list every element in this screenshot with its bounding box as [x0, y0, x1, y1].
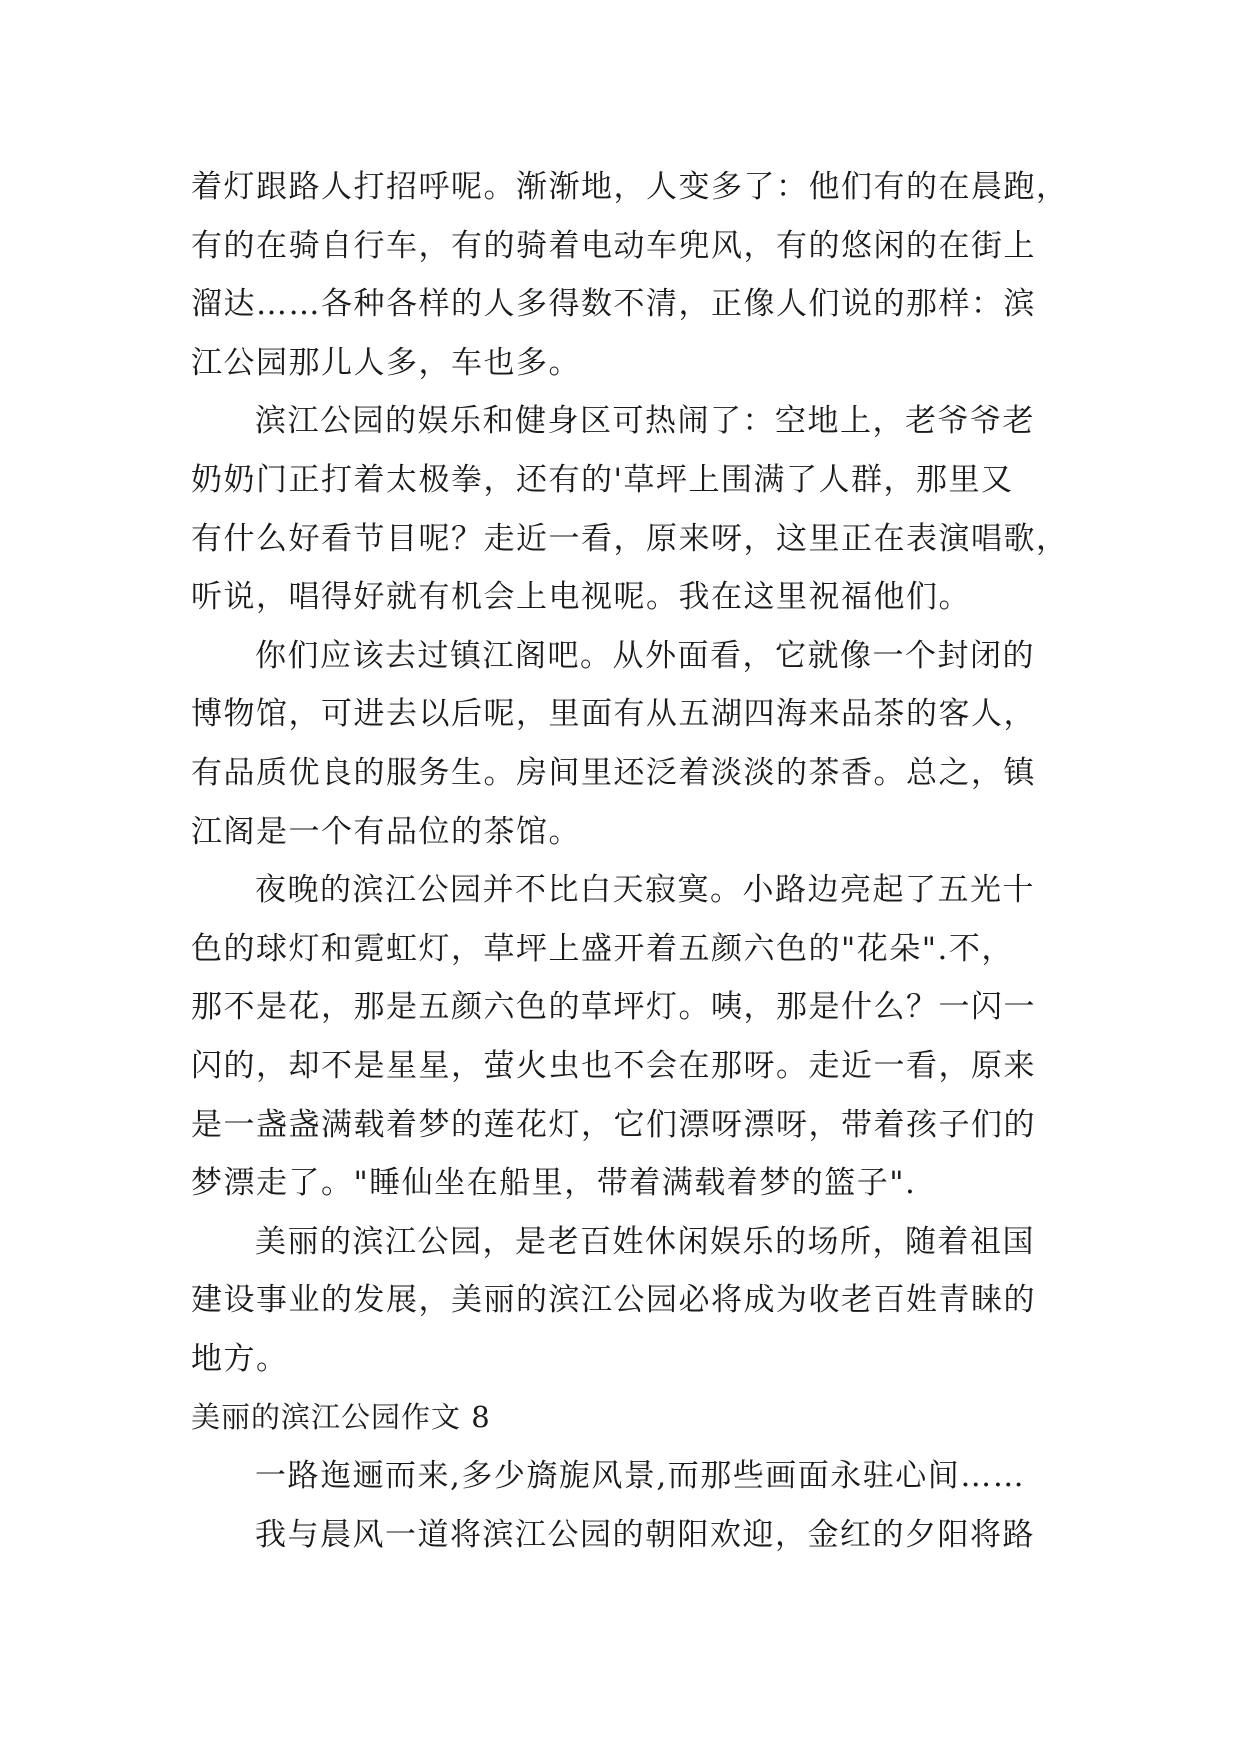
- text-line: 有的在骑自行车，有的骑着电动车兜风，有的悠闲的在街上: [191, 227, 1036, 264]
- text-line: 有品质优良的服务生。房间里还泛着淡淡的茶香。总之，镇: [191, 754, 1036, 791]
- text-line: 江阁是一个有品位的茶馆。: [191, 813, 581, 850]
- text-line: 溜达……各种各样的人多得数不清，正像人们说的那样：滨: [191, 286, 1036, 323]
- text-line: 江公园那儿人多，车也多。: [191, 344, 581, 381]
- text-line: 建设事业的发展，美丽的滨江公园必将成为收老百姓青睐的: [191, 1282, 1036, 1319]
- document-page: [191, 158, 1071, 1564]
- text-line: 听说，唱得好就有机会上电视呢。我在这里祝福他们。: [191, 579, 971, 616]
- paragraph-first-line: 你们应该去过镇江阁吧。从外面看，它就像一个封闭的: [255, 637, 1035, 674]
- text-line: 梦漂走了。"睡仙坐在船里，带着满载着梦的篮子".: [191, 1165, 917, 1202]
- text-line: 是一盏盏满载着梦的莲花灯，它们漂呀漂呀，带着孩子们的: [191, 1106, 1036, 1143]
- text-line: 奶奶门正打着太极拳，还有的'草坪上围满了人群，那里又: [191, 461, 1014, 498]
- text-line: 着灯跟路人打招呼呢。渐渐地，人变多了：他们有的在晨跑，: [191, 169, 1069, 205]
- section-heading: 美丽的滨江公园作文 8: [191, 1400, 491, 1435]
- text-line: 博物馆，可进去以后呢，里面有从五湖四海来品茶的客人，: [191, 696, 1036, 733]
- paragraph-first-line: 一路迤逦而来,多少旖旎风景,而那些画面永驻心间……: [255, 1458, 1026, 1495]
- paragraph-first-line: 滨江公园的娱乐和健身区可热闹了：空地上，老爷爷老: [255, 403, 1035, 440]
- text-line: 色的球灯和霓虹灯，草坪上盛开着五颜六色的"花朵".不，: [191, 930, 1014, 967]
- text-line: 闪的，却不是星星，萤火虫也不会在那呀。走近一看，原来: [191, 1047, 1036, 1084]
- text-line: 那不是花，那是五颜六色的草坪灯。咦，那是什么？一闪一: [191, 989, 1036, 1026]
- text-line: 有什么好看节目呢？走近一看，原来呀，这里正在表演唱歌，: [191, 520, 1069, 557]
- paragraph-first-line: 美丽的滨江公园，是老百姓休闲娱乐的场所，随着祖国: [255, 1223, 1035, 1260]
- paragraph-first-line: 夜晚的滨江公园并不比白天寂寞。小路边亮起了五光十: [255, 872, 1035, 909]
- paragraph-first-line: 我与晨风一道将滨江公园的朝阳欢迎，金红的夕阳将路: [255, 1516, 1035, 1553]
- text-line: 地方。: [191, 1340, 289, 1377]
